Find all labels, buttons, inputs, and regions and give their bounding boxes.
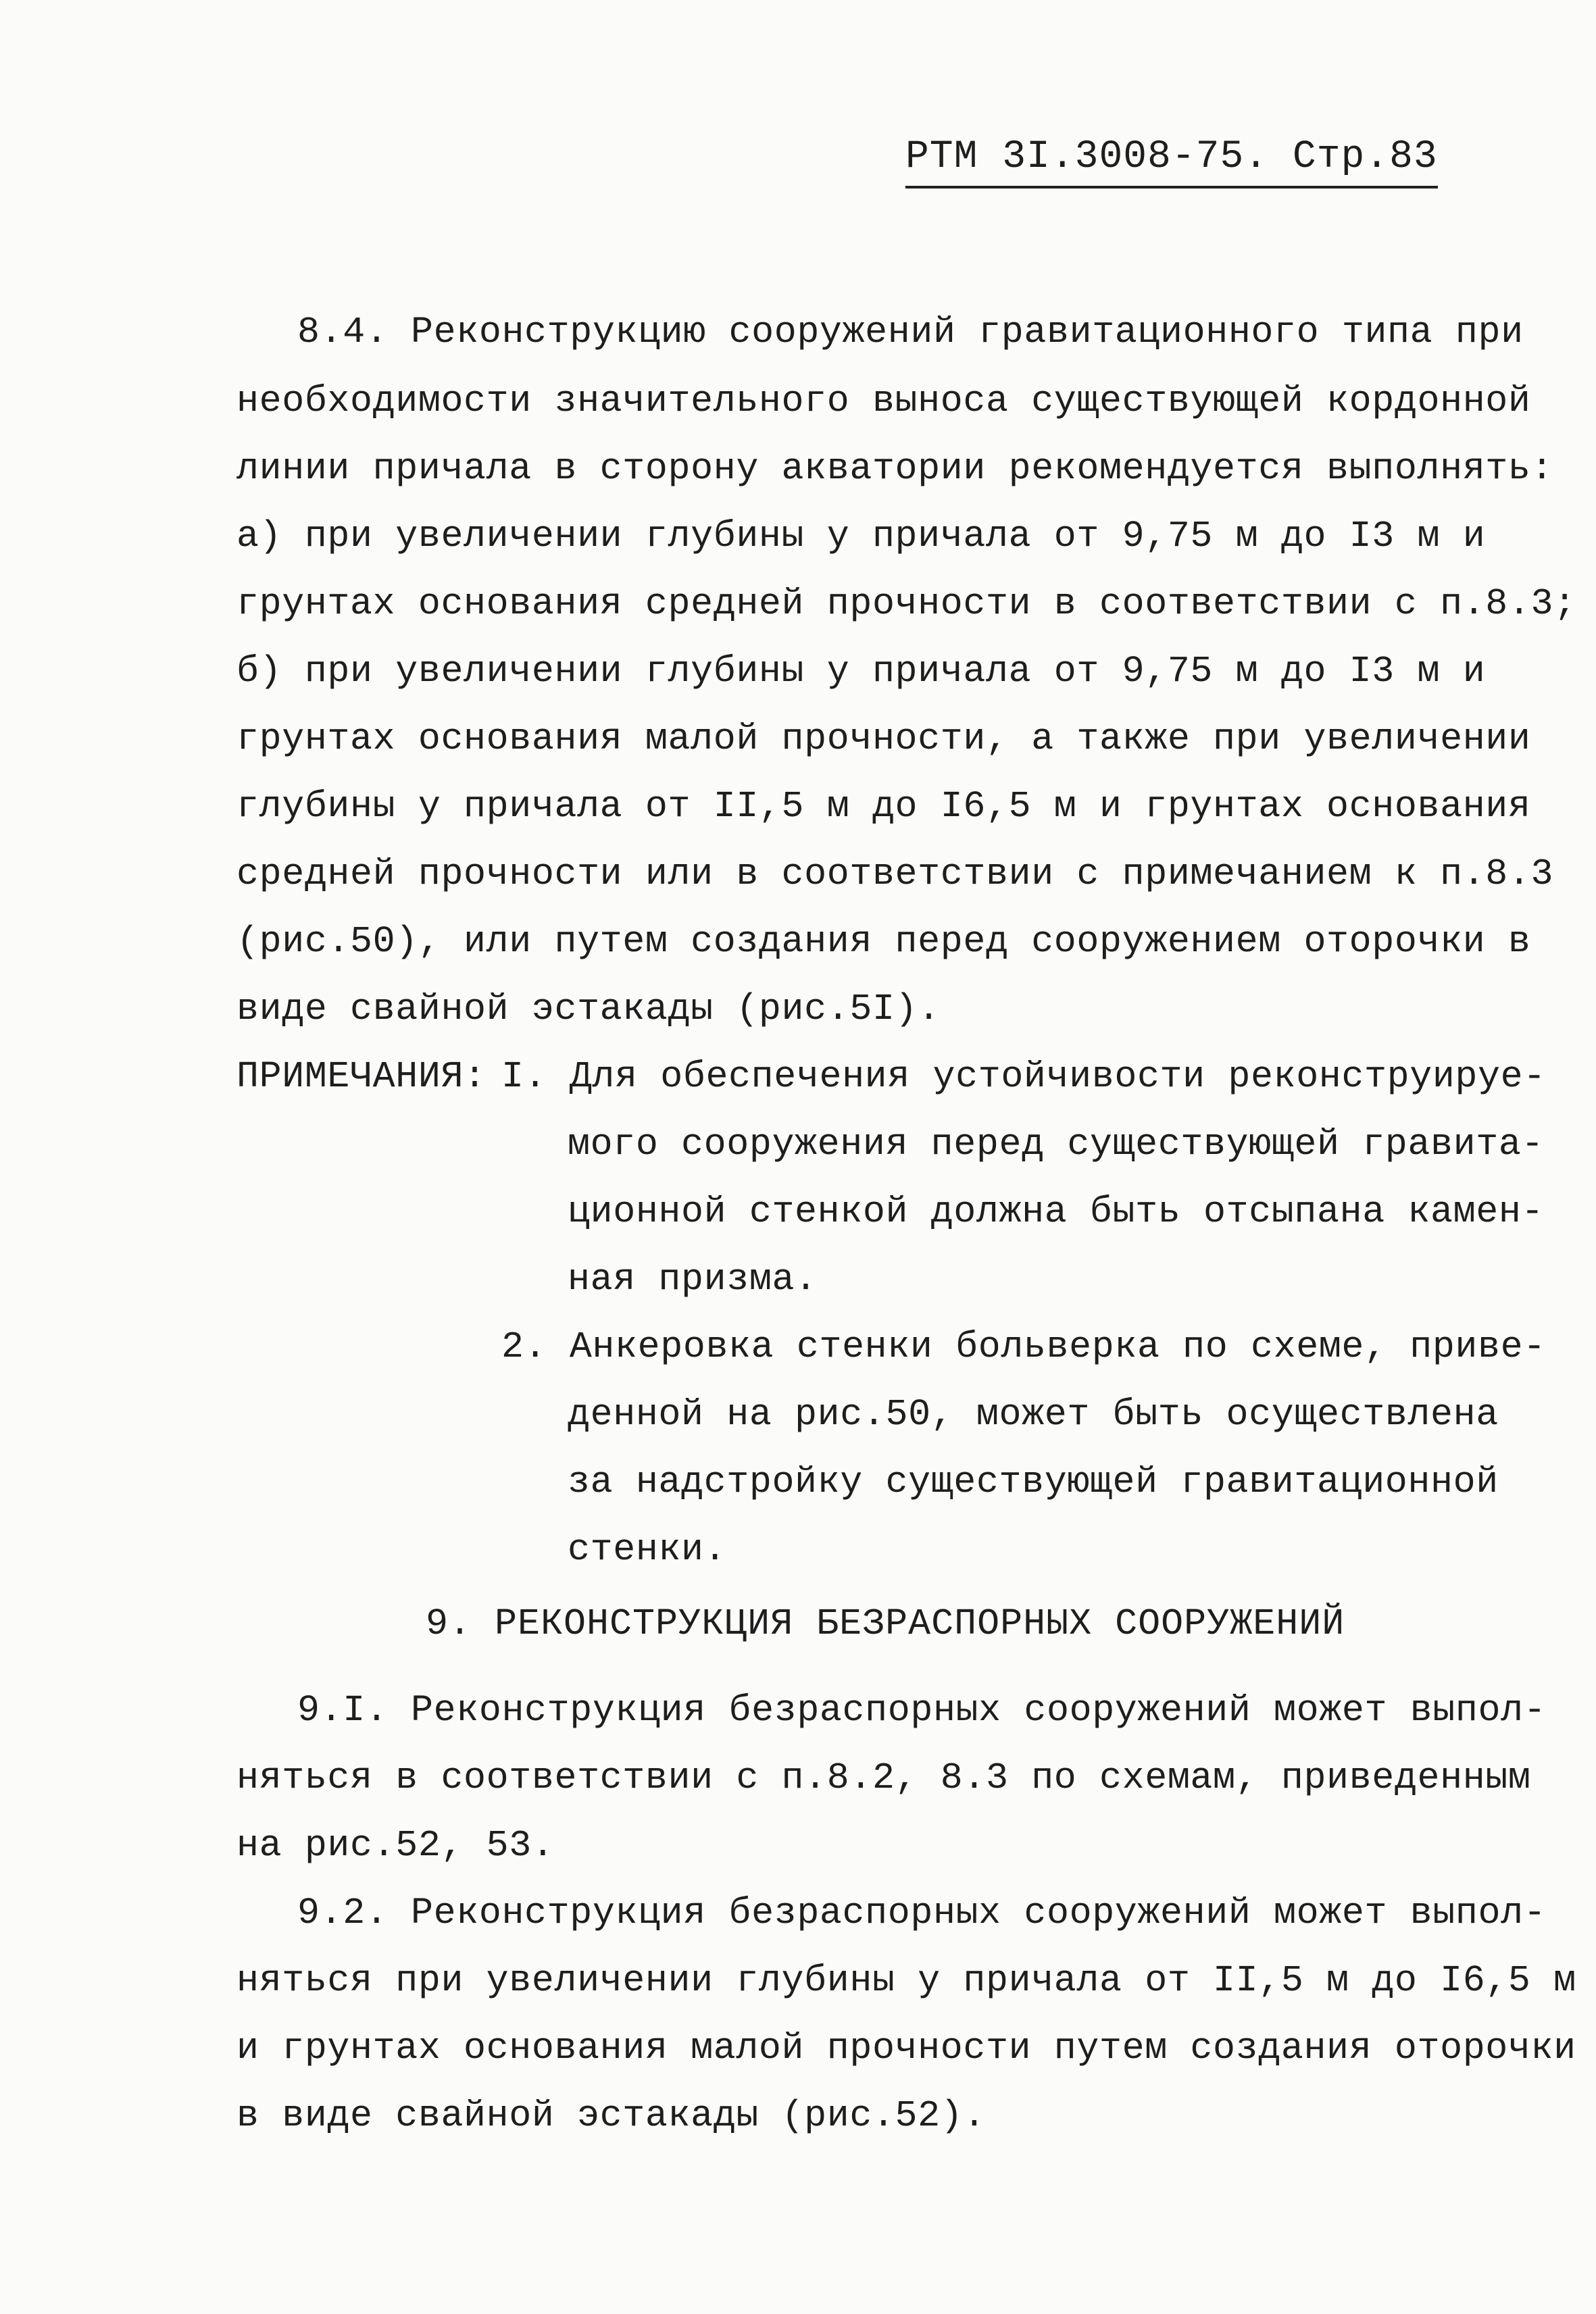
- paragraph-line: необходимости значительного выноса существующей кордонной: [236, 380, 1531, 422]
- note-line: I. Для обеспечения устойчивости реконструируе-: [501, 1055, 1546, 1098]
- paragraph-line: а) при увеличении глубины у причала от 9,75 м до I3 м и: [236, 515, 1486, 557]
- paragraph-line: (рис.50), или путем создания перед сооружением оторочки в: [236, 920, 1531, 963]
- note-line: за надстройку существующей гравитационной: [568, 1461, 1499, 1503]
- paragraph-line: б) при увеличении глубины у причала от 9,75 м до I3 м и: [236, 650, 1486, 693]
- paragraph-line: грунтах основания средней прочности в соответствии с п.8.3;: [236, 582, 1576, 625]
- paragraph-line: и грунтах основания малой прочности путем создания оторочки: [236, 2027, 1576, 2069]
- paragraph-line: в виде свайной эстакады (рис.52).: [236, 2094, 986, 2137]
- note-line: ная призма.: [568, 1258, 818, 1301]
- paragraph-line: средней прочности или в соответствии с примечанием к п.8.3: [236, 853, 1554, 895]
- paragraph-line: на рис.52, 53.: [236, 1824, 555, 1867]
- paragraph-line: 9.2. Реконструкция безраспорных сооружений может выпол-: [297, 1892, 1547, 1934]
- section-heading: 9. РЕКОНСТРУКЦИЯ БЕЗРАСПОРНЫХ СООРУЖЕНИЙ: [426, 1603, 1345, 1645]
- paragraph-line: няться в соответствии с п.8.2, 8.3 по схемам, приведенным: [236, 1757, 1531, 1799]
- paragraph-line: глубины у причала от II,5 м до I6,5 м и грунтах основания: [236, 785, 1531, 828]
- paragraph-line: 8.4. Реконструкцию сооружений гравитационного типа при: [297, 311, 1524, 353]
- notes-label: ПРИМЕЧАНИЯ:: [236, 1055, 487, 1098]
- paragraph-line: линии причала в сторону акватории рекомендуется выполнять:: [236, 447, 1554, 490]
- note-line: ционной стенкой должна быть отсыпана камен-: [568, 1190, 1545, 1233]
- note-line: стенки.: [568, 1528, 727, 1571]
- paragraph-line: грунтах основания малой прочности, а также при увеличении: [236, 718, 1531, 760]
- page-header: РТМ 3I.3008-75. Стр.83: [905, 135, 1438, 188]
- note-line: денной на рис.50, может быть осуществлена: [568, 1393, 1499, 1436]
- note-line: 2. Анкеровка стенки больверка по схеме, приве-: [501, 1326, 1546, 1368]
- paragraph-line: 9.I. Реконструкция безраспорных сооружений может выпол-: [297, 1689, 1547, 1732]
- note-line: мого сооружения перед существующей гравита-: [568, 1123, 1545, 1165]
- paragraph-line: виде свайной эстакады (рис.5I).: [236, 988, 941, 1030]
- paragraph-line: няться при увеличении глубины у причала от II,5 м до I6,5 м: [236, 1959, 1576, 2002]
